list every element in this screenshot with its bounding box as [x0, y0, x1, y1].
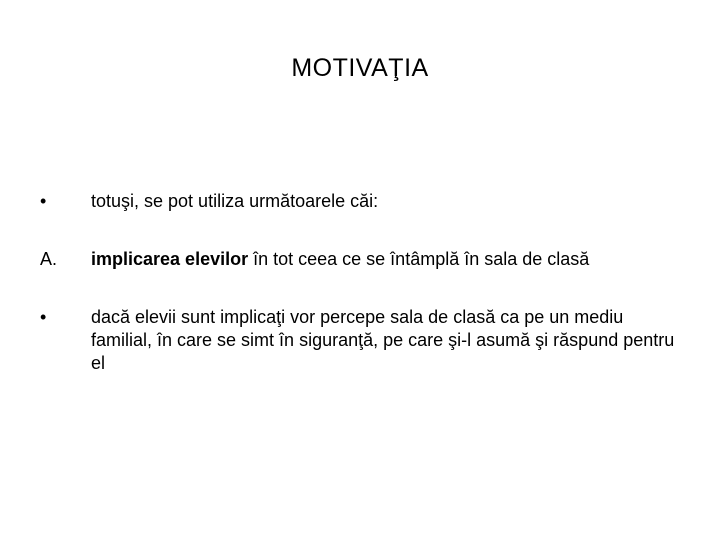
list-letter-marker: A. [40, 249, 58, 269]
bullet-text-rest: în tot ceea ce se întâmplă în sala de clasă [248, 249, 590, 269]
bullet-marker: • [40, 307, 47, 327]
bullet-text: totuşi, se pot utiliza următoarele căi: [91, 191, 379, 211]
slide-title: MOTIVAŢIA [291, 54, 429, 82]
bullet-text [91, 248, 681, 271]
bullet-text: dacă elevii sunt implicaţi vor percepe sala de clasă ca pe un mediu familial, în care se simt în siguranţă, pe care şi-l asumă şi răspund pentru el [91, 307, 675, 373]
emphasized-text: implicarea elevilor [91, 249, 249, 269]
bullet-marker: • [40, 191, 47, 211]
